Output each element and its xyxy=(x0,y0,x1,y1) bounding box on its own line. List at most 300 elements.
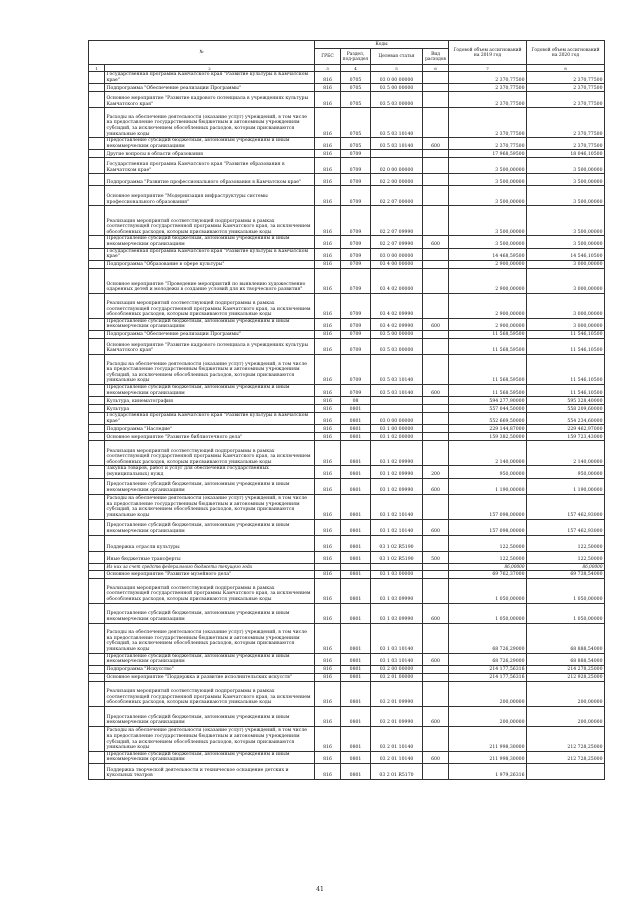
row-number xyxy=(89,338,105,354)
amount-2019: 3 500,00000 xyxy=(449,158,527,174)
amount-2020: 200,00000 xyxy=(527,681,605,706)
row-number xyxy=(89,763,105,779)
section-code xyxy=(341,563,371,570)
amount-2020: 595 328,40000 xyxy=(527,397,605,405)
amount-2019: 1 979,26316 xyxy=(449,763,527,779)
expense-type-code xyxy=(423,726,449,751)
expense-type-code xyxy=(423,92,449,108)
page-number: 41 xyxy=(316,886,324,893)
table-row xyxy=(89,681,605,706)
target-code: 03 2 01 R5170 xyxy=(371,763,423,779)
expense-type-code xyxy=(423,72,449,84)
row-name: Реализация мероприятий соответствующей подпрограммы в рамках соответствующей государственной программы Камчатского края, за исключением обособленных расходов, которым присваиваются уникальные коды xyxy=(105,206,315,236)
column-index: 2 xyxy=(105,65,315,72)
table-row xyxy=(89,535,605,551)
section-code: 0801 xyxy=(341,478,371,494)
expense-type-code xyxy=(423,578,449,603)
amount-2019: 11 568,59500 xyxy=(449,330,527,338)
column-index: 1 xyxy=(89,65,105,72)
grbs-code: 816 xyxy=(315,206,341,236)
row-number xyxy=(89,84,105,92)
grbs-code: 816 xyxy=(315,413,341,425)
table-row xyxy=(89,293,605,318)
expense-type-code: 600 xyxy=(423,478,449,494)
section-code: 0801 xyxy=(341,763,371,779)
target-code: 03 2 00 00000 xyxy=(371,665,423,673)
table-row xyxy=(89,478,605,494)
row-number xyxy=(89,478,105,494)
grbs-code: 816 xyxy=(315,726,341,751)
section-code: 0709 xyxy=(341,293,371,318)
amount-2020: 3 500,00000 xyxy=(527,186,605,206)
target-code: 03 1 02 09990 xyxy=(371,466,423,478)
target-code: 03 1 03 09990 xyxy=(371,603,423,623)
amount-2019: 3 500,00000 xyxy=(449,206,527,236)
grbs-code: 816 xyxy=(315,706,341,726)
expense-type-code xyxy=(423,248,449,260)
amount-2020: 3 500,00000 xyxy=(527,206,605,236)
amount-2019: 211 998,30000 xyxy=(449,751,527,763)
row-name: Поддержка отрасли культуры xyxy=(105,535,315,551)
amount-2019: 2 370,77500 xyxy=(449,84,527,92)
amount-2020: 69 738,54000 xyxy=(527,570,605,578)
expense-type-code: 500 xyxy=(423,551,449,563)
row-number xyxy=(89,186,105,206)
table-row xyxy=(89,726,605,751)
target-code: 03 5 03 00000 xyxy=(371,338,423,354)
amount-2020: 3 500,00000 xyxy=(527,236,605,248)
row-name: Подпрограмма "Искусство" xyxy=(105,665,315,673)
target-code: 03 5 00 00000 xyxy=(371,84,423,92)
section-code: 0705 xyxy=(341,84,371,92)
row-name: Другие вопросы в области образования xyxy=(105,150,315,158)
grbs-code: 816 xyxy=(315,478,341,494)
column-index: 5 xyxy=(371,65,423,72)
section-code: 0801 xyxy=(341,726,371,751)
table-row xyxy=(89,92,605,108)
amount-2020: 157 462,93000 xyxy=(527,494,605,519)
section-code: 0709 xyxy=(341,260,371,268)
grbs-code: 816 xyxy=(315,665,341,673)
amount-2020: 2 370,77500 xyxy=(527,138,605,150)
section-code: 0709 xyxy=(341,318,371,330)
row-name: Расходы на обеспечение деятельности (оказание услуг) учреждений, в том числе на предоставление государственным бюджетным и автономным учреждениям субсидий, за исключением обособленных расходов, которым присваиваются уникальные коды xyxy=(105,494,315,519)
amount-2019: 557 044,50000 xyxy=(449,405,527,413)
expense-type-code xyxy=(423,108,449,138)
amount-2019: 2 140,00000 xyxy=(449,441,527,466)
grbs-code: 816 xyxy=(315,763,341,779)
grbs-code: 816 xyxy=(315,354,341,384)
amount-2020: 2 370,77500 xyxy=(527,84,605,92)
amount-2019: 2 900,00000 xyxy=(449,260,527,268)
amount-2019: 2 900,00000 xyxy=(449,293,527,318)
table-row xyxy=(89,673,605,681)
expense-type-code xyxy=(423,405,449,413)
table-row xyxy=(89,248,605,260)
target-code: 03 1 02 09990 xyxy=(371,441,423,466)
grbs-code: 816 xyxy=(315,570,341,578)
target-code: 03 1 02 09990 xyxy=(371,478,423,494)
amount-2020: 1 190,00000 xyxy=(527,478,605,494)
target-code: 03 2 01 10140 xyxy=(371,751,423,763)
amount-2020: 3 500,00000 xyxy=(527,174,605,186)
amount-2019: 11 568,59500 xyxy=(449,384,527,396)
target-code: 03 4 00 00000 xyxy=(371,260,423,268)
target-code: 03 2 01 00000 xyxy=(371,673,423,681)
target-code: 03 1 03 09990 xyxy=(371,578,423,603)
grbs-code: 816 xyxy=(315,425,341,433)
row-number xyxy=(89,138,105,150)
row-name: Предоставление субсидий бюджетным, автономным учреждениям и иным некоммерческим организациям xyxy=(105,318,315,330)
row-number xyxy=(89,72,105,84)
grbs-code: 816 xyxy=(315,519,341,535)
row-number xyxy=(89,174,105,186)
amount-2019: 17 968,59500 xyxy=(449,150,527,158)
target-code xyxy=(371,563,423,570)
row-name: Предоставление субсидий бюджетным, автономным учреждениям и иным некоммерческим организациям xyxy=(105,478,315,494)
expense-type-code xyxy=(423,763,449,779)
target-code: 02 2 00 00000 xyxy=(371,174,423,186)
grbs-code: 816 xyxy=(315,441,341,466)
section-code: 0801 xyxy=(341,665,371,673)
grbs-code: 816 xyxy=(315,72,341,84)
section-code: 0705 xyxy=(341,92,371,108)
amount-2020: 2 370,77500 xyxy=(527,72,605,84)
section-code: 0709 xyxy=(341,186,371,206)
amount-2019: 3 500,00000 xyxy=(449,174,527,186)
expense-type-code xyxy=(423,158,449,174)
amount-2019: 2 900,00000 xyxy=(449,268,527,293)
row-number xyxy=(89,466,105,478)
expense-type-code xyxy=(423,681,449,706)
table-header xyxy=(89,41,605,72)
expense-type-code xyxy=(423,623,449,653)
grbs-code: 816 xyxy=(315,260,341,268)
expense-type-code xyxy=(423,433,449,441)
section-code: 0801 xyxy=(341,551,371,563)
target-code xyxy=(371,397,423,405)
row-number xyxy=(89,441,105,466)
row-number xyxy=(89,563,105,570)
target-code: 02 2 07 09990 xyxy=(371,206,423,236)
amount-2019: 214 177,56316 xyxy=(449,673,527,681)
grbs-code: 816 xyxy=(315,603,341,623)
row-name: Основное мероприятие "Модернизация инфраструктуры системы профессионального образования" xyxy=(105,186,315,206)
expense-type-code: 600 xyxy=(423,384,449,396)
table-row xyxy=(89,494,605,519)
amount-2020: 200,00000 xyxy=(527,706,605,726)
row-name: Основное мероприятие "Развитие музейного дела" xyxy=(105,570,315,578)
row-name: Основное мероприятие "Проведение мероприятий по выявлению художественно одаренных детей и молодежи в создание условий для их творческого развития" xyxy=(105,268,315,293)
amount-2019: 11 568,59500 xyxy=(449,354,527,384)
amount-2020: 1 050,00000 xyxy=(527,578,605,603)
row-number xyxy=(89,108,105,138)
expense-type-code xyxy=(423,354,449,384)
section-code: 0801 xyxy=(341,494,371,519)
budget-table xyxy=(88,40,605,780)
table-row xyxy=(89,405,605,413)
expense-type-code xyxy=(423,260,449,268)
section-code: 0801 xyxy=(341,466,371,478)
expense-type-code xyxy=(423,441,449,466)
table-row xyxy=(89,466,605,478)
table-row xyxy=(89,72,605,84)
amount-2020: 157 462,93000 xyxy=(527,519,605,535)
table-row xyxy=(89,519,605,535)
row-number xyxy=(89,330,105,338)
grbs-code: 816 xyxy=(315,433,341,441)
target-code: 03 2 01 09990 xyxy=(371,681,423,706)
codes-header: Коды xyxy=(315,41,449,49)
table-row xyxy=(89,751,605,763)
row-number xyxy=(89,158,105,174)
expense-type-code: 600 xyxy=(423,318,449,330)
column-index: 4 xyxy=(341,65,371,72)
amount-2020: 18 046,10500 xyxy=(527,150,605,158)
row-number xyxy=(89,318,105,330)
table-row xyxy=(89,665,605,673)
amount-2020 xyxy=(527,763,605,779)
target-header: Целевая статья xyxy=(371,49,423,65)
section-code: 0705 xyxy=(341,108,371,138)
grbs-code: 816 xyxy=(315,318,341,330)
amount-2019: 68 726,29000 xyxy=(449,653,527,665)
target-code: 03 1 02 00000 xyxy=(371,433,423,441)
section-code: 0709 xyxy=(341,236,371,248)
row-number xyxy=(89,268,105,293)
amount-2019: 11 568,59500 xyxy=(449,338,527,354)
amount-2020: 3 000,00000 xyxy=(527,293,605,318)
target-code: 02 2 07 00000 xyxy=(371,186,423,206)
amount-2020: 212 928,25000 xyxy=(527,673,605,681)
row-number xyxy=(89,236,105,248)
row-number xyxy=(89,260,105,268)
target-code: 03 2 01 10140 xyxy=(371,726,423,751)
row-name: Основное мероприятие "Развитие кадрового потенциала в учреждениях культуры Камчатского края" xyxy=(105,92,315,108)
table-row xyxy=(89,563,605,570)
expense-type-code xyxy=(423,563,449,570)
column-index: 8 xyxy=(527,65,605,72)
expense-type-code xyxy=(423,673,449,681)
amount-2020: 11 546,10500 xyxy=(527,354,605,384)
section-header: Раздел, под-раздел xyxy=(341,49,371,65)
amount-2019: 594 277,90000 xyxy=(449,397,527,405)
target-code: 03 5 03 10140 xyxy=(371,138,423,150)
row-name: Предоставление субсидий бюджетным, автономным учреждениям и иным некоммерческим организациям xyxy=(105,706,315,726)
target-code: 03 5 00 00000 xyxy=(371,330,423,338)
amount-2019: 157 098,00000 xyxy=(449,494,527,519)
row-name: Государственная программа Камчатского края "Развитие образования в Камчатском крае" xyxy=(105,158,315,174)
section-code: 0801 xyxy=(341,405,371,413)
grbs-code: 816 xyxy=(315,186,341,206)
row-number xyxy=(89,673,105,681)
amount-2019: 211 998,30000 xyxy=(449,726,527,751)
row-number xyxy=(89,706,105,726)
amount-2019: 2 900,00000 xyxy=(449,318,527,330)
column-index: 6 xyxy=(423,65,449,72)
grbs-code: 816 xyxy=(315,150,341,158)
target-code: 03 4 02 00000 xyxy=(371,268,423,293)
amount-2020: 3 000,00000 xyxy=(527,268,605,293)
amount-2019: 68 726,29000 xyxy=(449,623,527,653)
target-code: 03 4 02 09990 xyxy=(371,293,423,318)
amount-2019: 950,00000 xyxy=(449,466,527,478)
amount-2019: 214 177,56316 xyxy=(449,665,527,673)
amount-2020: 554 234,60000 xyxy=(527,413,605,425)
expense-type-code: 600 xyxy=(423,653,449,665)
column-index: 3 xyxy=(315,65,341,72)
amount-2019: 159 382,50000 xyxy=(449,433,527,441)
section-code: 0801 xyxy=(341,673,371,681)
expense-type-code: 600 xyxy=(423,603,449,623)
grbs-code: 816 xyxy=(315,174,341,186)
amount-2019: 14 468,59500 xyxy=(449,248,527,260)
target-code: 03 1 02 10140 xyxy=(371,494,423,519)
expense-type-code xyxy=(423,665,449,673)
row-name: Государственная программа Камчатского края "Развитие культуры в Камчатском крае" xyxy=(105,72,315,84)
amount-2020: 86,00000 xyxy=(527,563,605,570)
expense-type-code xyxy=(423,330,449,338)
amount-2019: 1 190,00000 xyxy=(449,478,527,494)
amount-2020: 68 888,54000 xyxy=(527,653,605,665)
column-index: 7 xyxy=(449,65,527,72)
amount-2020: 212 728,25000 xyxy=(527,726,605,751)
amount-2019: 86,00000 xyxy=(449,563,527,570)
table-row xyxy=(89,338,605,354)
target-code: 03 1 03 00000 xyxy=(371,570,423,578)
grbs-code: 816 xyxy=(315,92,341,108)
amount-2019: 2 370,77500 xyxy=(449,72,527,84)
row-number xyxy=(89,726,105,751)
table-row xyxy=(89,174,605,186)
row-number xyxy=(89,653,105,665)
expense-type-code xyxy=(423,535,449,551)
amount-2019: 3 500,00000 xyxy=(449,236,527,248)
target-code: 03 1 02 R5190 xyxy=(371,551,423,563)
row-number xyxy=(89,535,105,551)
expense-type-code: 600 xyxy=(423,138,449,150)
row-name: Подпрограмма "Образование в сфере культуры" xyxy=(105,260,315,268)
section-code: 0709 xyxy=(341,384,371,396)
expense-type-header: Вид расходов xyxy=(423,49,449,65)
row-name: Реализация мероприятий соответствующей подпрограммы в рамках соответствующей государственной программы Камчатского края, за исключением обособленных расходов, которым присваиваются уникальные коды xyxy=(105,441,315,466)
amount-2020: 558 209,60000 xyxy=(527,405,605,413)
section-code: 0709 xyxy=(341,354,371,384)
table-row xyxy=(89,150,605,158)
target-code: 02 0 00 00000 xyxy=(371,158,423,174)
section-code: 0801 xyxy=(341,603,371,623)
target-code: 03 5 03 00000 xyxy=(371,92,423,108)
amount-2020: 122,50000 xyxy=(527,551,605,563)
section-code: 0801 xyxy=(341,441,371,466)
target-code: 03 0 00 00000 xyxy=(371,72,423,84)
grbs-code: 816 xyxy=(315,578,341,603)
grbs-code: 816 xyxy=(315,384,341,396)
row-name: Реализация мероприятий соответствующей подпрограммы в рамках соответствующей государственной программы Камчатского края, за исключением обособленных расходов, которым присваиваются уникальные коды xyxy=(105,293,315,318)
row-name: Предоставление субсидий бюджетным, автономным учреждениям и иным некоммерческим организациям xyxy=(105,138,315,150)
target-code: 02 2 07 09990 xyxy=(371,236,423,248)
expense-type-code xyxy=(423,186,449,206)
row-name: Расходы на обеспечение деятельности (оказание услуг) учреждений, в том числе на предоставление государственным бюджетным и автономным учреждениям субсидий, за исключением обособленных расходов, которым присваиваются уникальные коды xyxy=(105,354,315,384)
row-number xyxy=(89,570,105,578)
table-row xyxy=(89,206,605,236)
table-row xyxy=(89,268,605,293)
row-number xyxy=(89,206,105,236)
amount-2020: 11 546,10500 xyxy=(527,338,605,354)
grbs-code: 816 xyxy=(315,268,341,293)
section-code: 0709 xyxy=(341,338,371,354)
target-code: 03 2 01 09990 xyxy=(371,706,423,726)
grbs-code: 816 xyxy=(315,751,341,763)
target-code: 03 1 00 00000 xyxy=(371,425,423,433)
target-code: 03 5 03 10140 xyxy=(371,354,423,384)
section-code: 0801 xyxy=(341,425,371,433)
row-name: Государственная программа Камчатского края "Развитие культуры в Камчатском крае" xyxy=(105,248,315,260)
target-code: 03 1 02 R5190 xyxy=(371,535,423,551)
amount-2019: 2 370,77500 xyxy=(449,92,527,108)
section-code: 0709 xyxy=(341,158,371,174)
expense-type-code: 600 xyxy=(423,236,449,248)
amount-2019: 2 370,77500 xyxy=(449,108,527,138)
section-code: 0801 xyxy=(341,653,371,665)
row-name: Расходы на обеспечение деятельности (оказание услуг) учреждений, в том числе на предоставление государственным бюджетным и автономным учреждениям субсидий, за исключением обособленных расходов, которым присваиваются уникальные коды xyxy=(105,108,315,138)
amount-2020: 3 000,00000 xyxy=(527,318,605,330)
grbs-code: 816 xyxy=(315,138,341,150)
target-code: 03 5 03 10140 xyxy=(371,384,423,396)
grbs-code: 816 xyxy=(315,681,341,706)
row-name: Расходы на обеспечение деятельности (оказание услуг) учреждений, в том числе на предоставление государственным бюджетным и автономным учреждениям субсидий, за исключением обособленных расходов, которым присваиваются уникальные коды xyxy=(105,726,315,751)
section-code: 0801 xyxy=(341,570,371,578)
table-row xyxy=(89,413,605,425)
section-code: 0705 xyxy=(341,138,371,150)
table-row xyxy=(89,570,605,578)
amount-2020: 214 278,25000 xyxy=(527,665,605,673)
amount-2020: 11 546,10500 xyxy=(527,330,605,338)
row-name: Предоставление субсидий бюджетным, автономным учреждениям и иным некоммерческим организациям xyxy=(105,236,315,248)
grbs-code: 816 xyxy=(315,535,341,551)
table-row xyxy=(89,397,605,405)
target-code xyxy=(371,150,423,158)
row-number xyxy=(89,425,105,433)
expense-type-code xyxy=(423,84,449,92)
row-number xyxy=(89,405,105,413)
row-number xyxy=(89,551,105,563)
table-row xyxy=(89,441,605,466)
table-row xyxy=(89,653,605,665)
grbs-code: 816 xyxy=(315,551,341,563)
expense-type-code xyxy=(423,268,449,293)
grbs-code: 816 xyxy=(315,338,341,354)
row-name: Подпрограмма "Наследие" xyxy=(105,425,315,433)
table-row xyxy=(89,551,605,563)
row-name: Закупка товаров, работ и услуг для обеспечения государственных (муниципальных) нужд xyxy=(105,466,315,478)
amount-2019: 229 144,87000 xyxy=(449,425,527,433)
row-name: Предоставление субсидий бюджетным, автономным учреждениям и иным некоммерческим организациям xyxy=(105,751,315,763)
row-number xyxy=(89,665,105,673)
row-name: Культура xyxy=(105,405,315,413)
row-number xyxy=(89,751,105,763)
target-code: 03 4 02 09990 xyxy=(371,318,423,330)
amount-2020: 2 140,00000 xyxy=(527,441,605,466)
section-code: 0709 xyxy=(341,268,371,293)
row-number xyxy=(89,384,105,396)
row-name: Предоставление субсидий бюджетным, автономным учреждениям и иным некоммерческим организациям xyxy=(105,519,315,535)
amount-2020: 122,50000 xyxy=(527,535,605,551)
section-code: 0801 xyxy=(341,751,371,763)
row-name: Предоставление субсидий бюджетным, автономным учреждениям и иным некоммерческим организациям xyxy=(105,384,315,396)
grbs-code: 816 xyxy=(315,158,341,174)
amount-2020: 229 462,97000 xyxy=(527,425,605,433)
